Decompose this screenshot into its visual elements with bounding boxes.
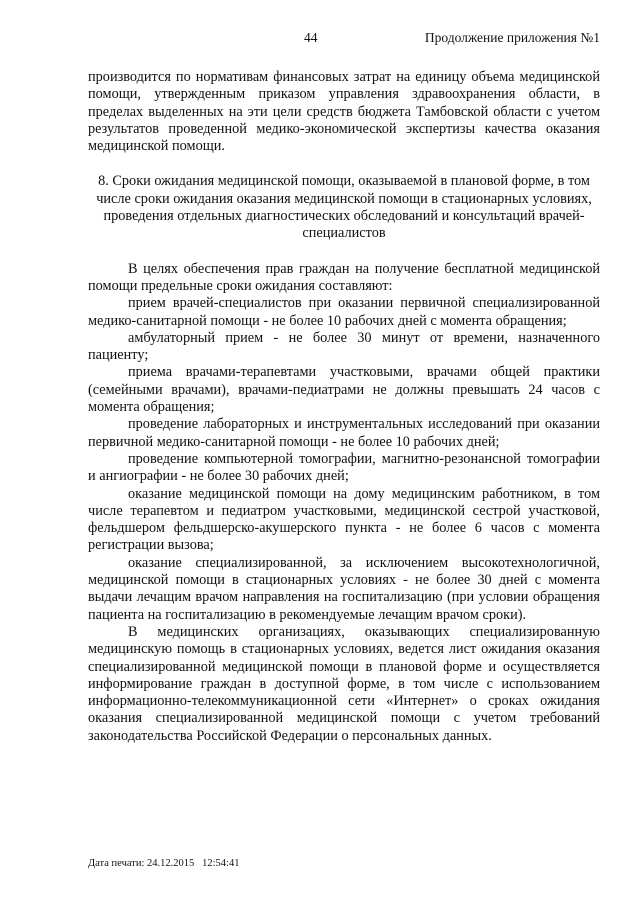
paragraph-home-care: оказание медицинской помощи на дому медицинским работником, в том числе терапевтом и педиатром участковыми, медицинской сестрой участковой, фельдшером фельдшерско-акушерского пункта - не более 6 часов с момента регистрации вызова; (88, 485, 600, 554)
print-date: Дата печати: 24.12.2015 12:54:41 (88, 858, 240, 869)
appendix-continuation-note: Продолжение приложения №1 (424, 30, 600, 45)
paragraph-therapist-appointment: приема врачами-терапевтами участковыми, врачами общей практики (семейными врачами), врачами-педиатрами не должны превышать 24 часов с момента обращения; (88, 364, 600, 416)
section-heading: 8. Сроки ожидания медицинской помощи, оказываемой в плановой форме, в том числе сроки ожидания оказания медицинской помощи в стационарных условиях, проведения отдельных диагностических обследований и консультаций врачей-специалистов (96, 173, 592, 242)
paragraph-waiting-list: В медицинских организациях, оказывающих специализированную медицинскую помощь в стационарных условиях, ведется лист ожидания оказания специализированной медицинской помощи в плановой форме и осуществляется информирование граждан в доступной форме, в том числе с использованием информационно-телекоммуникационной сети «Интернет» о сроках ожидания оказания специализированной медицинской помощи с учетом требований законодательства Российской Федерации о персональных данных. (88, 623, 600, 744)
intro-paragraph: производится по нормативам финансовых затрат на единицу объема медицинской помощи, утвержденным приказом управления здравоохранения области, в пределах выделенных на эти цели средств бюджета Тамбовской области с учетом результатов проведенной медико-экономической экспертизы качества оказания медицинской помощи. (88, 69, 600, 155)
paragraph-specialized-care: оказание специализированной, за исключением высокотехнологичной, медицинской помощи в стационарных условиях - не более 30 дней с момента выдачи лечащим врачом направления на госпитализацию (при условии обращения пациента на госпитализацию в рекомендуемые лечащим врачом сроки). (88, 554, 600, 623)
paragraph-specialist-appointment: прием врачей-специалистов при оказании первичной специализированной медико-санитарной помощи - не более 10 рабочих дней с момента обращения; (88, 295, 600, 329)
page-header (0, 30, 640, 50)
document-body (88, 69, 600, 745)
page-number: 44 (304, 30, 318, 45)
paragraph-lab-studies: проведение лабораторных и инструментальных исследований при оказании первичной медико-санитарной помощи - не более 10 рабочих дней; (88, 416, 600, 450)
print-date-footer (88, 858, 239, 869)
paragraph-outpatient-reception: амбулаторный прием - не более 30 минут от времени, назначенного пациенту; (88, 329, 600, 364)
paragraph-waiting-limits: В целях обеспечения прав граждан на получение бесплатной медицинской помощи предельные сроки ожидания составляют: (88, 260, 600, 294)
paragraph-tomography: проведение компьютерной томографии, магнитно-резонансной томографии и ангиографии - не более 30 рабочих дней; (88, 450, 600, 485)
